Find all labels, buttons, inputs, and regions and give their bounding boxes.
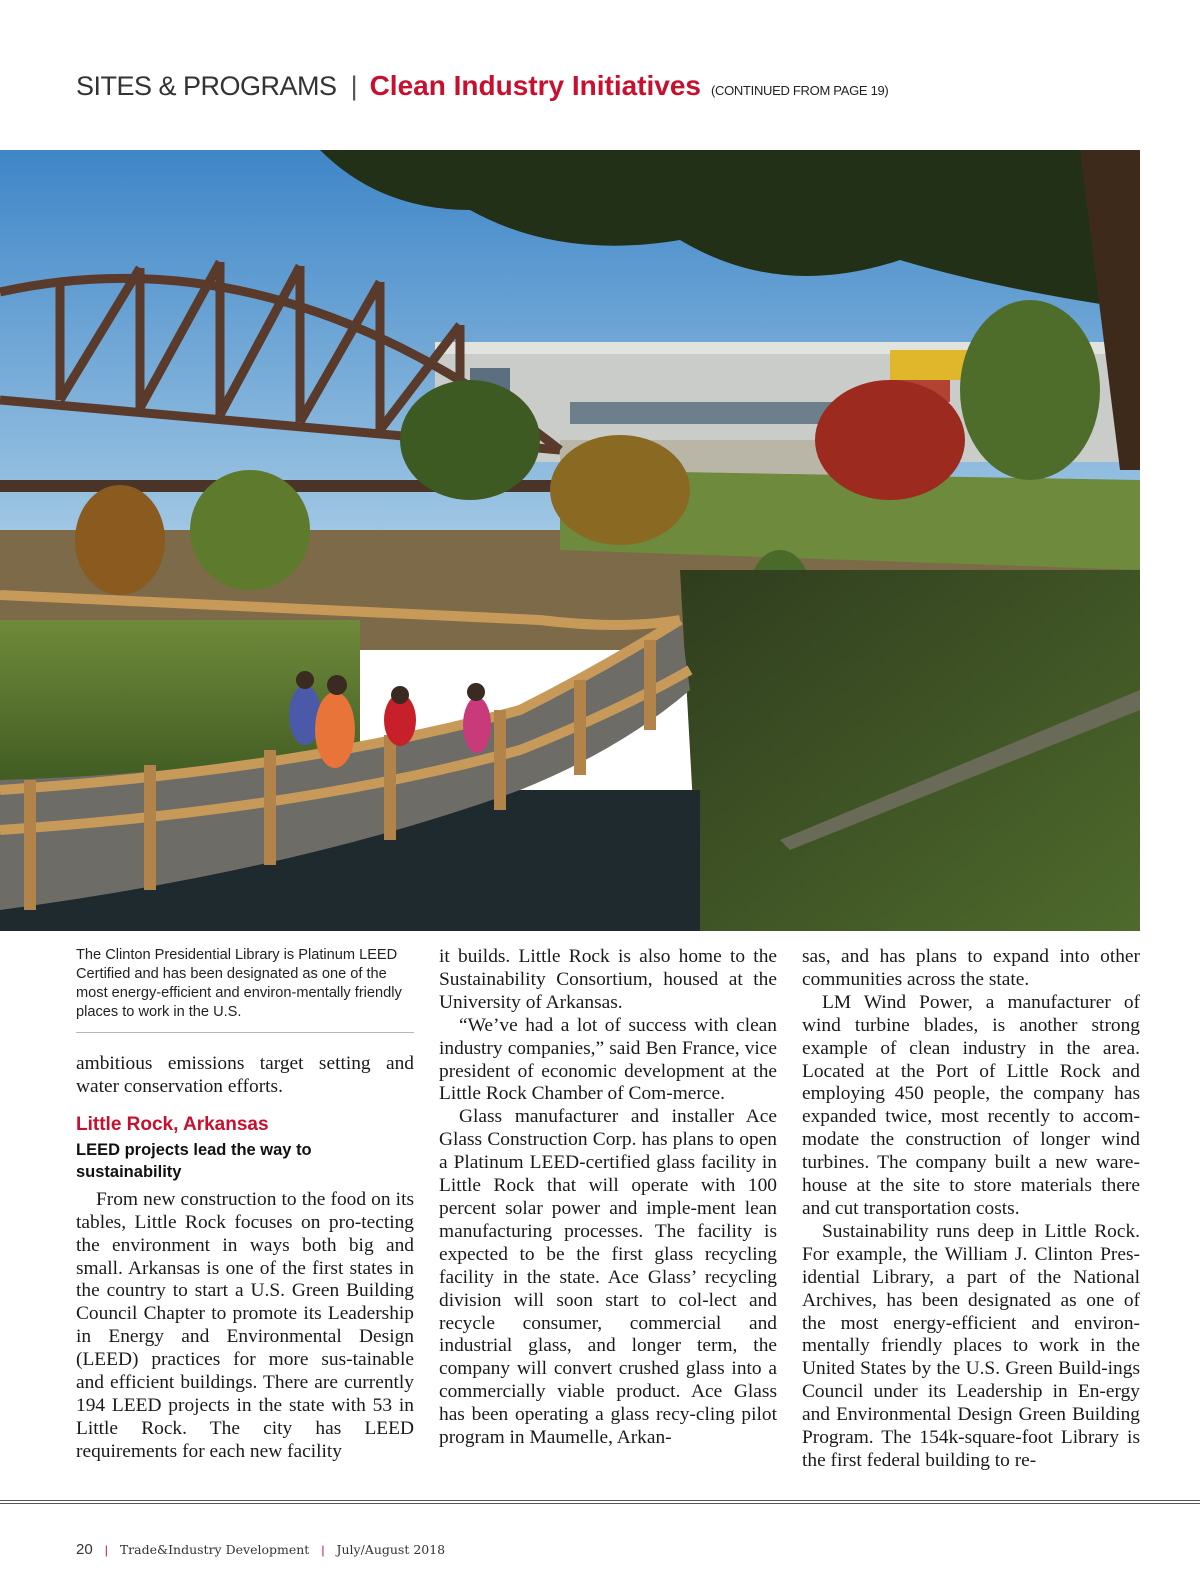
article-title: Clean Industry Initiatives bbox=[369, 70, 701, 101]
page-header bbox=[76, 70, 888, 110]
page-footer bbox=[76, 1541, 445, 1558]
footer-separator-2: | bbox=[321, 1543, 325, 1557]
photo-caption: The Clinton Presidential Library is Platinum LEED Certified and has been designated as one of the most energy-efficient and environ-mentally friendly places to work in the U.S. bbox=[76, 946, 414, 1033]
continued-note: (CONTINUED FROM PAGE 19) bbox=[711, 83, 889, 98]
column-1-continued-paragraph: ambitious emissions target setting and water conservation efforts. bbox=[76, 1053, 414, 1097]
column-3-paragraph-lm-wind: LM Wind Power, a manufacturer of wind turbine blades, is another strong example of clean industry in the area. Located at the Port of Little Rock and employing 450 people, the company has expanded twice, most recently to accom-modate the construction of longer wind turbines. The company built a new ware-house at the site to store materials there and cut transportation costs. bbox=[802, 991, 1140, 1219]
column-2-paragraph-ace-glass: Glass manufacturer and installer Ace Glass Construction Corp. has plans to open a Platinum LEED-certified glass facility in Little Rock that will operate with 100 percent solar power and imple-ment lean manufacturing processes. The facility is expected to be the first glass recycling facility in the state. Ace Glass’ recycling division will soon start to col-lect and recycle consumer, commercial and industrial glass, and longer term, the company will convert crushed glass into a commercially viable product. Ace Glass has been operating a glass recy-cling pilot program in Maumelle, Arkan- bbox=[439, 1106, 777, 1449]
magazine-name: Trade&Industry Development bbox=[119, 1542, 310, 1557]
issue-date: July/August 2018 bbox=[336, 1542, 446, 1557]
section-subhead: Little Rock, Arkansas bbox=[76, 1113, 269, 1135]
section-name: SITES & PROGRAMS bbox=[76, 71, 337, 101]
footer-rule bbox=[0, 1500, 1200, 1504]
page-number: 20 bbox=[76, 1541, 93, 1558]
column-1 bbox=[76, 946, 414, 1464]
boardwalk-park-illustration bbox=[0, 150, 1140, 931]
column-3-paragraph-sustainability: Sustainability runs deep in Little Rock. For example, the William J. Clinton Pres-idential Library, a part of the National Archives, has been designated as one of the most energy-efficient and environ-mentally friendly places to work in the United States by the U.S. Green Build-ings Council under its Leadership in En-ergy and Environmental Design Green Building Program. The 154k-square-foot Library is the first federal building to re- bbox=[802, 1220, 1140, 1471]
column-3 bbox=[802, 946, 1140, 1473]
column-2-continued-paragraph: it builds. Little Rock is also home to the Sustainability Consortium, housed at the University of Arkansas. bbox=[439, 946, 777, 1013]
column-3-continued-paragraph: sas, and has plans to expand into other communities across the state. bbox=[802, 946, 1140, 990]
column-2 bbox=[439, 946, 777, 1450]
column-1-paragraph: From new construction to the food on its tables, Little Rock focuses on pro-tecting the environment in ways both big and small. Arkansas is one of the first states in the country to start a U.S. Green Building Council Chapter to promote its Leadership in Energy and Environmental Design (LEED) practices for more sus-tainable and efficient buildings. There are currently 194 LEED projects in the state with 53 in Little Rock. The city has LEED requirements for each new facility bbox=[76, 1188, 414, 1462]
header-separator: | bbox=[350, 71, 358, 101]
footer-separator: | bbox=[104, 1543, 108, 1557]
section-deck: LEED projects lead the way to sustainability bbox=[76, 1140, 312, 1181]
column-2-paragraph-quote: “We’ve had a lot of success with clean industry companies,” said Ben France, vice president of economic development at the Little Rock Chamber of Com-merce. bbox=[439, 1014, 777, 1105]
library-photo bbox=[0, 150, 1140, 931]
